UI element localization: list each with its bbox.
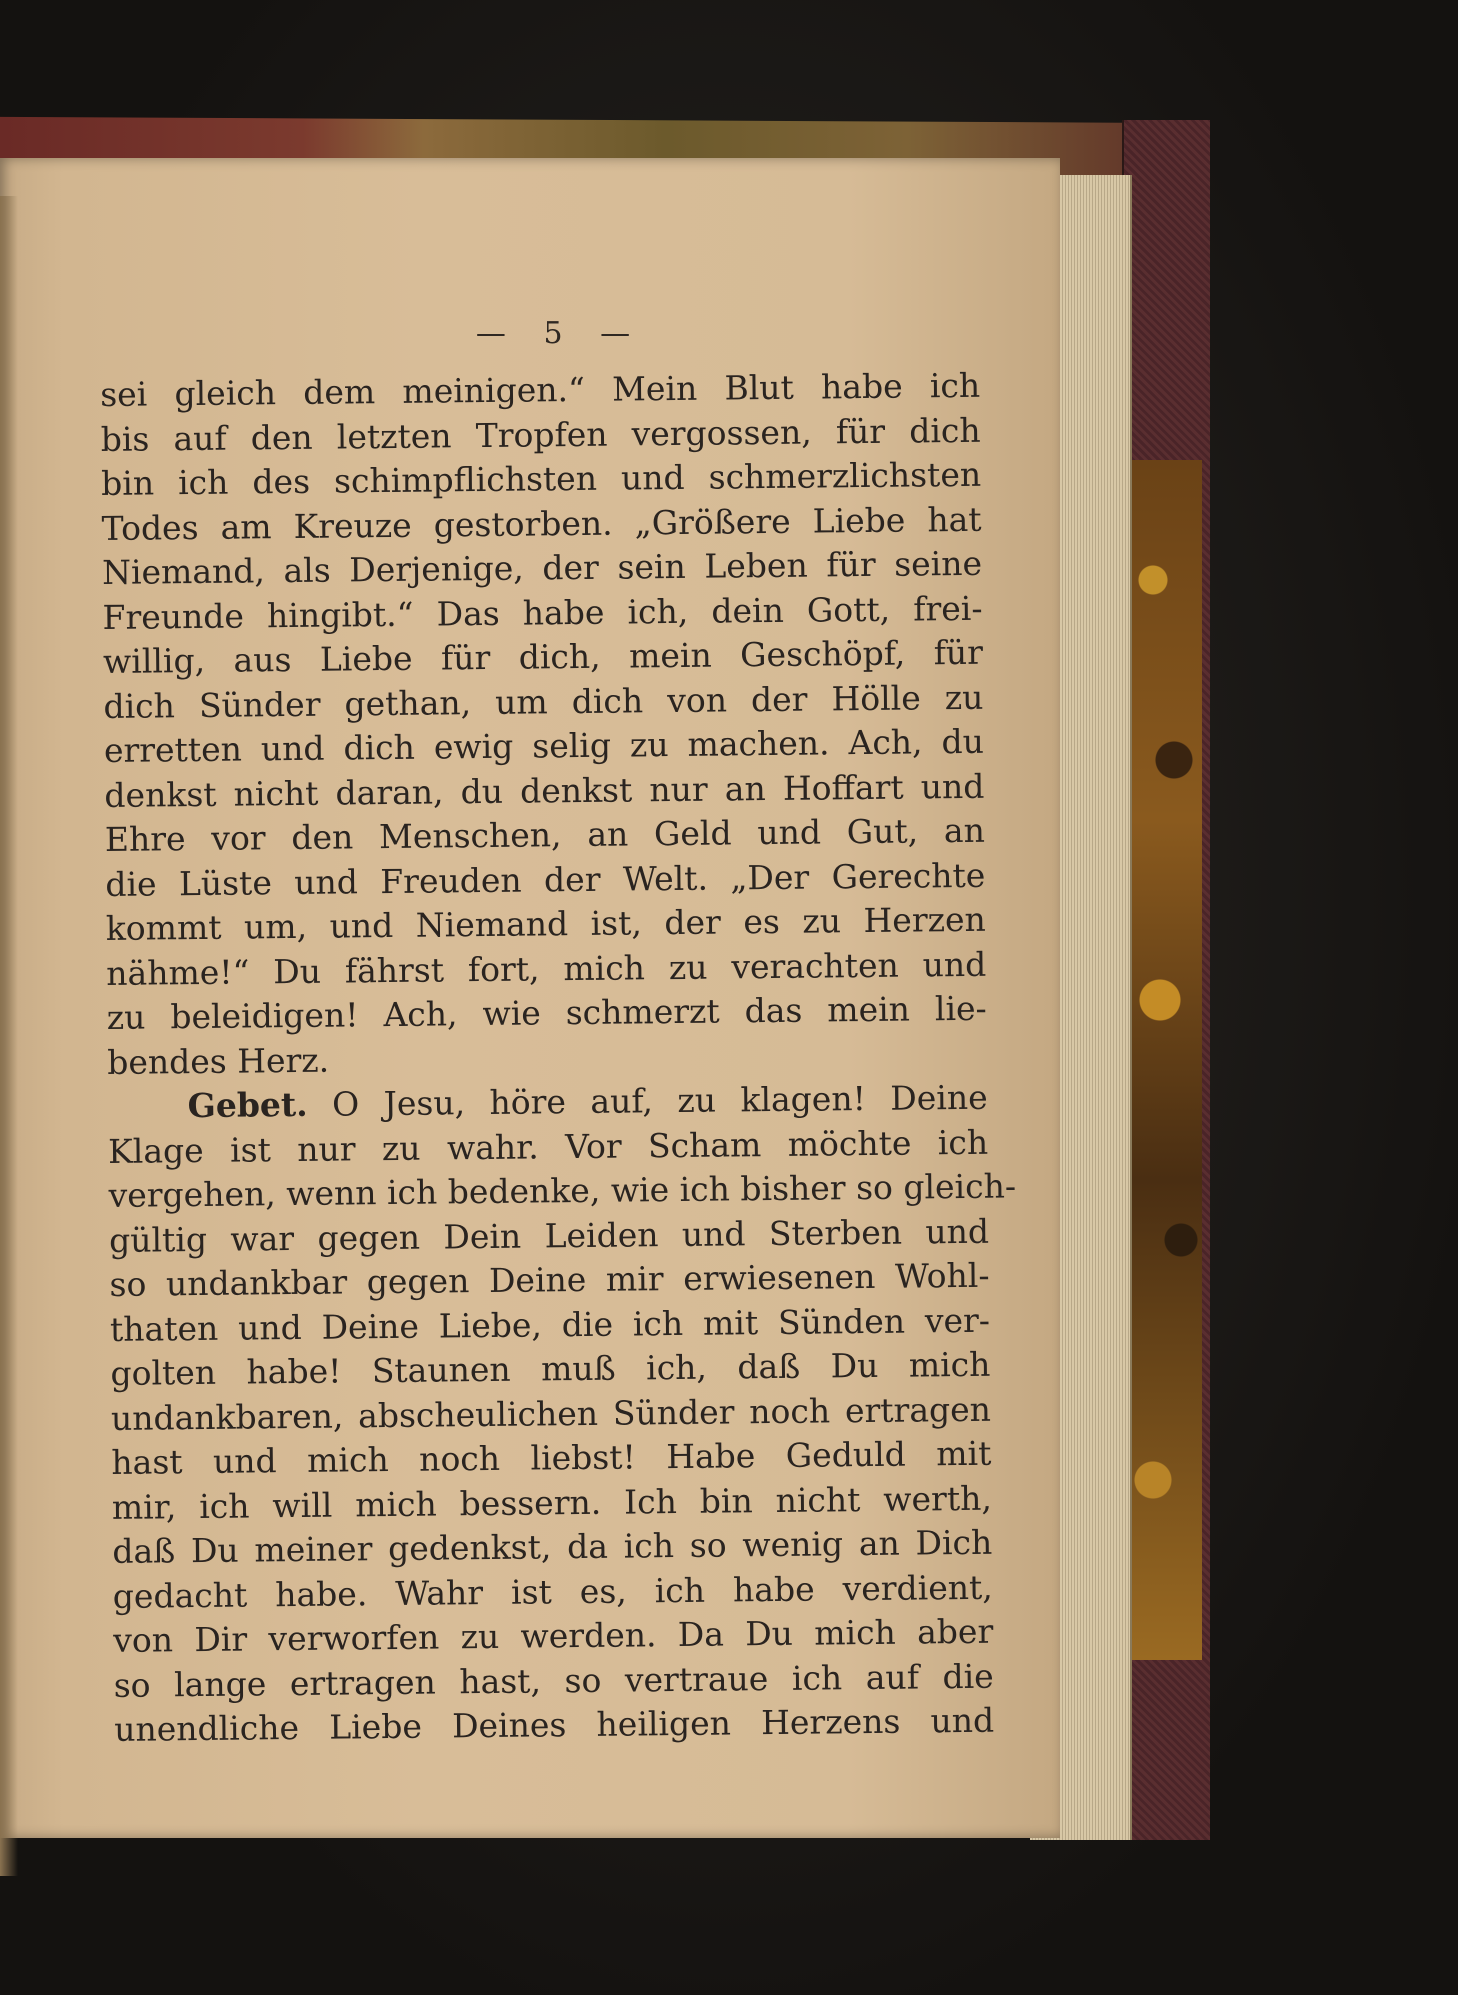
text-line: Freunde hingibt.“ Das habe ich, dein Gott, frei- (102, 588, 983, 637)
text-line: sei gleich dem meinigen.“ Mein Blut habe ich (100, 365, 981, 414)
text-line: undankbaren, abscheulichen Sünder noch ertragen (110, 1389, 992, 1438)
text-line: von Dir verworfen zu werden. Da Du mich aber (113, 1611, 994, 1660)
text-line: dich Sünder gethan, um dich von der Hölle zu (103, 677, 984, 726)
text-line: gültig war gegen Dein Leiden und Sterben und (108, 1211, 990, 1260)
text-line: erretten und dich ewig selig zu machen. Ach, du (103, 721, 985, 770)
text-line: vergehen, wenn ich bedenke, wie ich bisher so gleich- (108, 1166, 1017, 1215)
marbled-endpaper (1132, 460, 1202, 1660)
text-line: Ehre vor den Menschen, an Geld und Gut, an (104, 810, 986, 859)
page-number: — 5 — (475, 316, 645, 351)
text-line: mir, ich will mich bessern. Ich bin nicht werth, (111, 1478, 993, 1527)
text-line: bendes Herz. (107, 1040, 330, 1082)
text-line: Klage ist nur zu wahr. Vor Scham möchte ich (107, 1122, 989, 1171)
book-page (0, 158, 1060, 1838)
text-line: nähme!“ Du fährst fort, mich zu verachten und (106, 944, 987, 993)
text-line: bis auf den letzten Tropfen vergossen, für dich (100, 410, 981, 459)
text-line: gedacht habe. Wahr ist es, ich habe verdient, (112, 1567, 993, 1616)
prayer-heading: Gebet. (187, 1084, 308, 1126)
page-text (100, 364, 1017, 1753)
text-line: hast und mich noch liebst! Habe Geduld mit (111, 1433, 992, 1482)
text-line: unendliche Liebe Deines heiligen Herzens und (114, 1700, 995, 1749)
text-line: zu beleidigen! Ach, wie schmerzt das mein lie- (106, 988, 987, 1037)
text-line: thaten und Deine Liebe, die ich mit Sünden ver- (109, 1300, 991, 1349)
text-line: so lange ertragen hast, so vertraue ich auf die (113, 1656, 994, 1705)
book-cover-right (1122, 120, 1210, 1840)
text-line: golten habe! Staunen muß ich, daß Du mich (110, 1344, 991, 1393)
text-line: willig, aus Liebe für dich, mein Geschöpf, für (102, 632, 984, 681)
text-line: die Lüste und Freuden der Welt. „Der Gerechte (105, 855, 986, 904)
text-line: Niemand, als Derjenige, der sein Leben für seine (101, 543, 983, 592)
gutter-shadow (0, 196, 18, 1876)
text-line: daß Du meiner gedenkst, da ich so wenig an Dich (112, 1522, 993, 1571)
prayer-first-line-text: O Jesu, höre auf, zu klagen! Deine (331, 1077, 988, 1124)
text-line: so undankbar gegen Deine mir erwiesenen Wohl- (109, 1255, 990, 1304)
text-line: Todes am Kreuze gestorben. „Größere Liebe hat (101, 499, 982, 548)
text-line: denkst nicht daran, du denkst nur an Hoffart und (104, 766, 985, 815)
text-line: bin ich des schimpflichsten und schmerzlichsten (100, 454, 982, 503)
book (0, 120, 1210, 1840)
text-line: kommt um, und Niemand ist, der es zu Herzen (105, 899, 986, 948)
